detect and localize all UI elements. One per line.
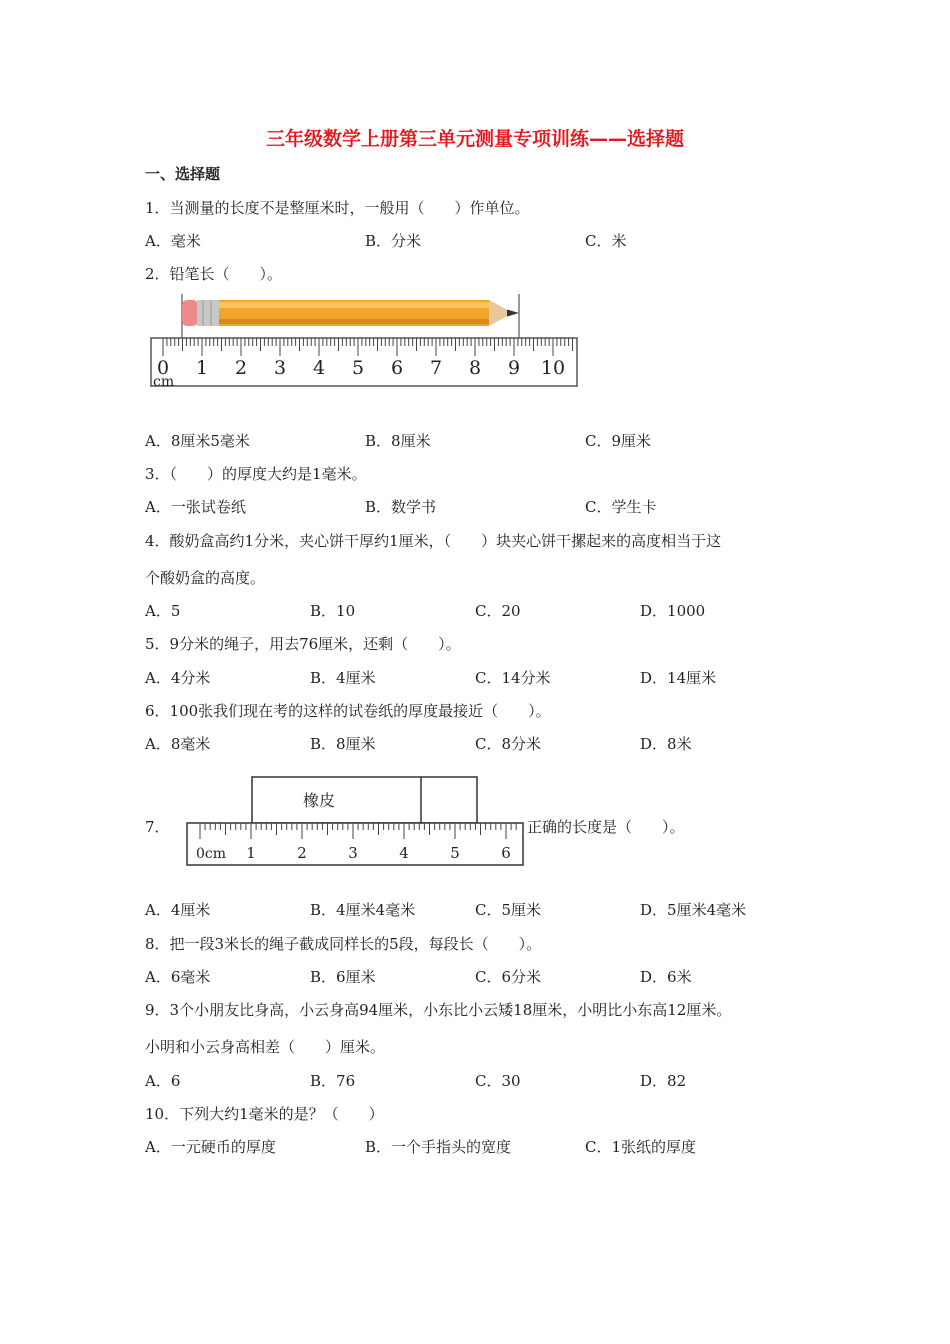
q1-option-a: A．毫米 (145, 232, 201, 250)
question-4-stem-continued: 个酸奶盒的高度。 (145, 569, 266, 587)
question-9-stem: 9．3个小朋友比身高，小云身高94厘米，小东比小云矮18厘米，小明比小东高12厘米。 (145, 1001, 732, 1019)
ruler-1-label: 3 (273, 357, 287, 379)
q4-option-d: D．1000 (640, 602, 706, 620)
pencil-ruler-figure (145, 290, 585, 390)
q2-option-a: A．8厘米5毫米 (145, 432, 250, 450)
ruler-1-unit: cm (153, 374, 175, 390)
ruler-2-label: 1 (246, 844, 256, 862)
q8-option-a: A．6毫米 (145, 968, 211, 986)
ruler-2-label: 4 (399, 844, 409, 862)
q6-option-d: D．8米 (640, 735, 692, 753)
q10-option-c: C．1张纸的厚度 (585, 1138, 697, 1156)
question-3-stem: 3．（ ）的厚度大约是1毫米。 (145, 465, 367, 483)
question-10-stem: 10．下列大约1毫米的是？（ ） (145, 1105, 384, 1123)
q9-option-a: A．6 (145, 1072, 181, 1090)
q8-option-c: C．6分米 (475, 968, 542, 986)
ruler-1-label: 6 (390, 357, 404, 379)
section-heading: 一、选择题 (145, 165, 221, 183)
q7-option-c: C．5厘米 (475, 901, 542, 919)
q7-option-a: A．4厘米 (145, 901, 211, 919)
question-8-stem: 8．把一段3米长的绳子截成同样长的5段，每段长（ ）。 (145, 935, 542, 953)
question-1-stem: 1．当测量的长度不是整厘米时，一般用（ ）作单位。 (145, 199, 530, 217)
question-6-stem: 6．100张我们现在考的这样的试卷纸的厚度最接近（ ）。 (145, 702, 551, 720)
eraser-image (252, 777, 477, 823)
q10-option-b: B．一个手指头的宽度 (365, 1138, 512, 1156)
ruler-1-label: 7 (429, 357, 443, 379)
q8-option-b: B．6厘米 (310, 968, 376, 986)
q1-option-c: C．米 (585, 232, 627, 250)
ruler-1-label: 10 (540, 357, 566, 379)
ruler-1-label: 1 (195, 357, 209, 379)
ruler-1-label: 4 (312, 357, 326, 379)
eraser-ruler-figure (185, 775, 525, 870)
ruler-2-label: 6 (501, 844, 511, 862)
ruler-1-label: 0 (156, 357, 170, 379)
q7-option-b: B．4厘米4毫米 (310, 901, 416, 919)
q2-option-c: C．9厘米 (585, 432, 652, 450)
q3-option-b: B．数学书 (365, 498, 437, 516)
ruler-1-label: 5 (351, 357, 365, 379)
q9-option-c: C．30 (475, 1072, 521, 1090)
q5-option-c: C．14分米 (475, 669, 551, 687)
q2-option-b: B．8厘米 (365, 432, 431, 450)
question-7-number: 7． (145, 818, 170, 836)
ruler-2-label: 3 (348, 844, 358, 862)
pencil-image (182, 300, 519, 326)
page-title: 三年级数学上册第三单元测量专项训练——选择题 (265, 128, 684, 150)
q5-option-a: A．4分米 (145, 669, 211, 687)
q4-option-b: B．10 (310, 602, 356, 620)
q1-option-b: B．分米 (365, 232, 422, 250)
q5-option-b: B．4厘米 (310, 669, 376, 687)
q6-option-c: C．8分米 (475, 735, 542, 753)
question-4-stem: 4．酸奶盒高约1分米，夹心饼干厚约1厘米，（ ）块夹心饼干摞起来的高度相当于这 (145, 532, 722, 550)
q9-option-d: D．82 (640, 1072, 687, 1090)
ruler-2-label: 5 (450, 844, 460, 862)
question-5-stem: 5．9分米的绳子，用去76厘米，还剩（ ）。 (145, 635, 461, 653)
question-2-stem: 2．铅笔长（ ）。 (145, 265, 283, 283)
ruler-1-label: 9 (507, 357, 521, 379)
q4-option-a: A．5 (145, 602, 181, 620)
q10-option-a: A．一元硬币的厚度 (145, 1138, 276, 1156)
ruler-2-label: 2 (297, 844, 307, 862)
eraser-label: 橡皮 (303, 791, 336, 810)
ruler-2-unit: 0cm (196, 846, 227, 862)
q4-option-c: C．20 (475, 602, 521, 620)
question-7-stem: 正确的长度是（ ）。 (527, 818, 685, 836)
q5-option-d: D．14厘米 (640, 669, 717, 687)
q7-option-d: D．5厘米4毫米 (640, 901, 747, 919)
question-9-stem-continued: 小明和小云身高相差（ ）厘米。 (145, 1038, 386, 1056)
ruler-1-label: 8 (468, 357, 482, 379)
ruler-1-label: 2 (234, 357, 248, 379)
q3-option-a: A．一张试卷纸 (145, 498, 246, 516)
q3-option-c: C．学生卡 (585, 498, 657, 516)
q9-option-b: B．76 (310, 1072, 356, 1090)
q6-option-b: B．8厘米 (310, 735, 376, 753)
q6-option-a: A．8毫米 (145, 735, 211, 753)
q8-option-d: D．6米 (640, 968, 692, 986)
